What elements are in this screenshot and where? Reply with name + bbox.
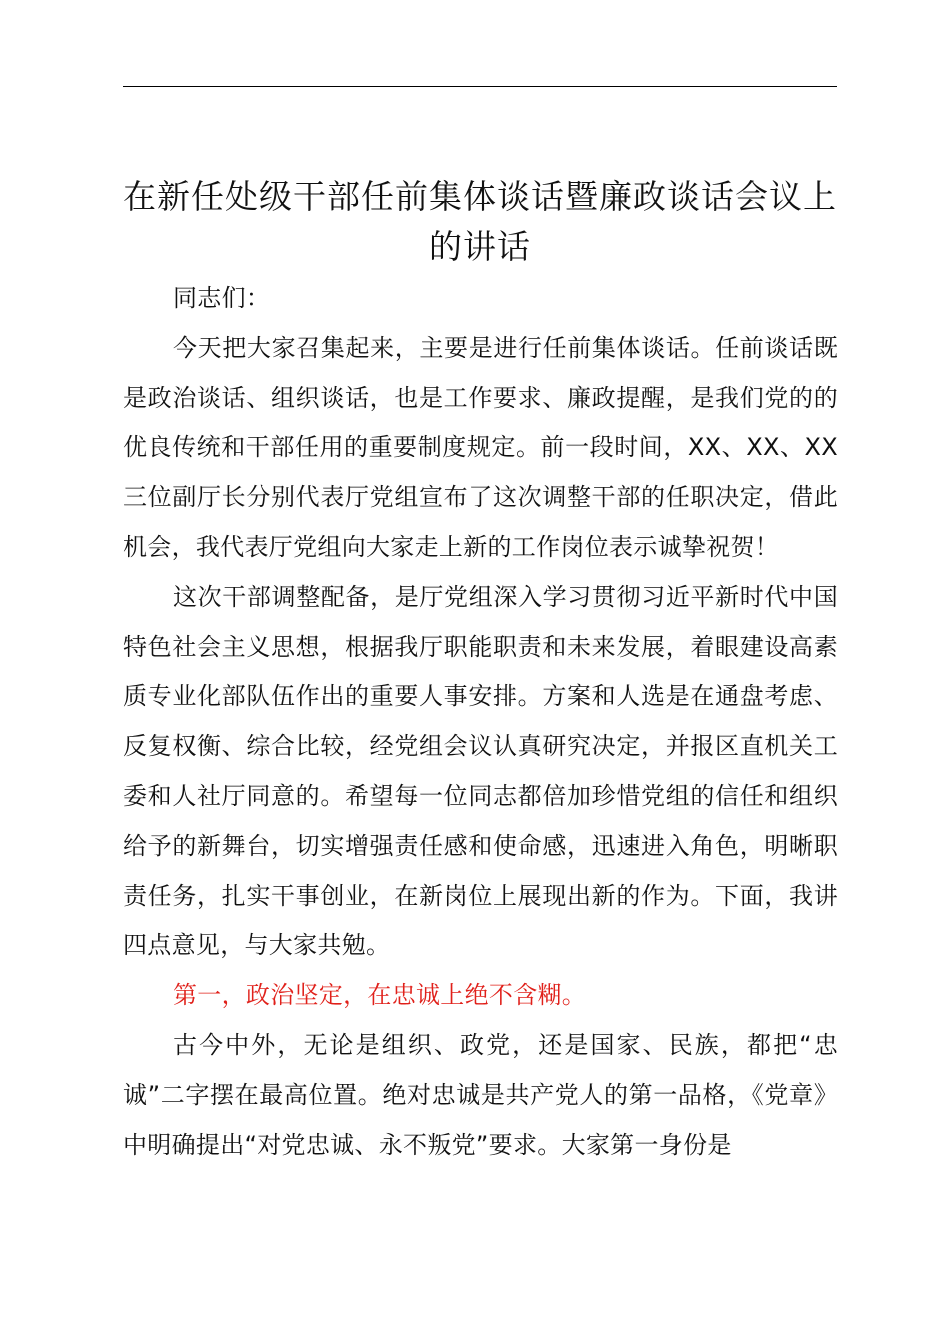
document-title: 在新任处级干部任前集体谈话暨廉政谈话会议上的讲话 <box>123 177 837 267</box>
paragraph-1: 今天把大家召集起来，主要是进行任前集体谈话。任前谈话既是政治谈话、组织谈话，也是工作要求、廉政提醒，是我们党的的优良传统和干部任用的重要制度规定。前一段时间，XX、XX、XX三位副厅长分别代表厅党组宣布了这次调整干部的任职决定，借此机会，我代表厅党组向大家走上新的工作岗位表示诚挚祝贺！ <box>123 333 838 561</box>
header-rule <box>123 86 837 87</box>
section-paragraph-1: 古今中外，无论是组织、政党，还是国家、民族，都把“忠诚”二字摆在最高位置。绝对忠诚是共产党人的第一品格，《党章》中明确提出“对党忠诚、永不叛党”要求。大家第一身份是 <box>123 1030 838 1159</box>
paragraph-2: 这次干部调整配备，是厅党组深入学习贯彻习近平新时代中国特色社会主义思想，根据我厅职能职责和未来发展，着眼建设高素质专业化部队伍作出的重要人事安排。方案和人选是在通盘考虑、反复权衡、综合比较，经党组会议认真研究决定，并报区直机关工委和人社厅同意的。希望每一位同志都倍加珍惜党组的信任和组织给予的新舞台，切实增强责任感和使命感，迅速进入角色，明晰职责任务，扎实干事创业，在新岗位上展现出新的作为。下面，我讲四点意见，与大家共勉。 <box>123 582 838 960</box>
section-heading-1: 第一，政治坚定，在忠诚上绝不含糊。 <box>173 981 587 1010</box>
document-body <box>123 274 838 1170</box>
salutation: 同志们： <box>173 284 271 312</box>
